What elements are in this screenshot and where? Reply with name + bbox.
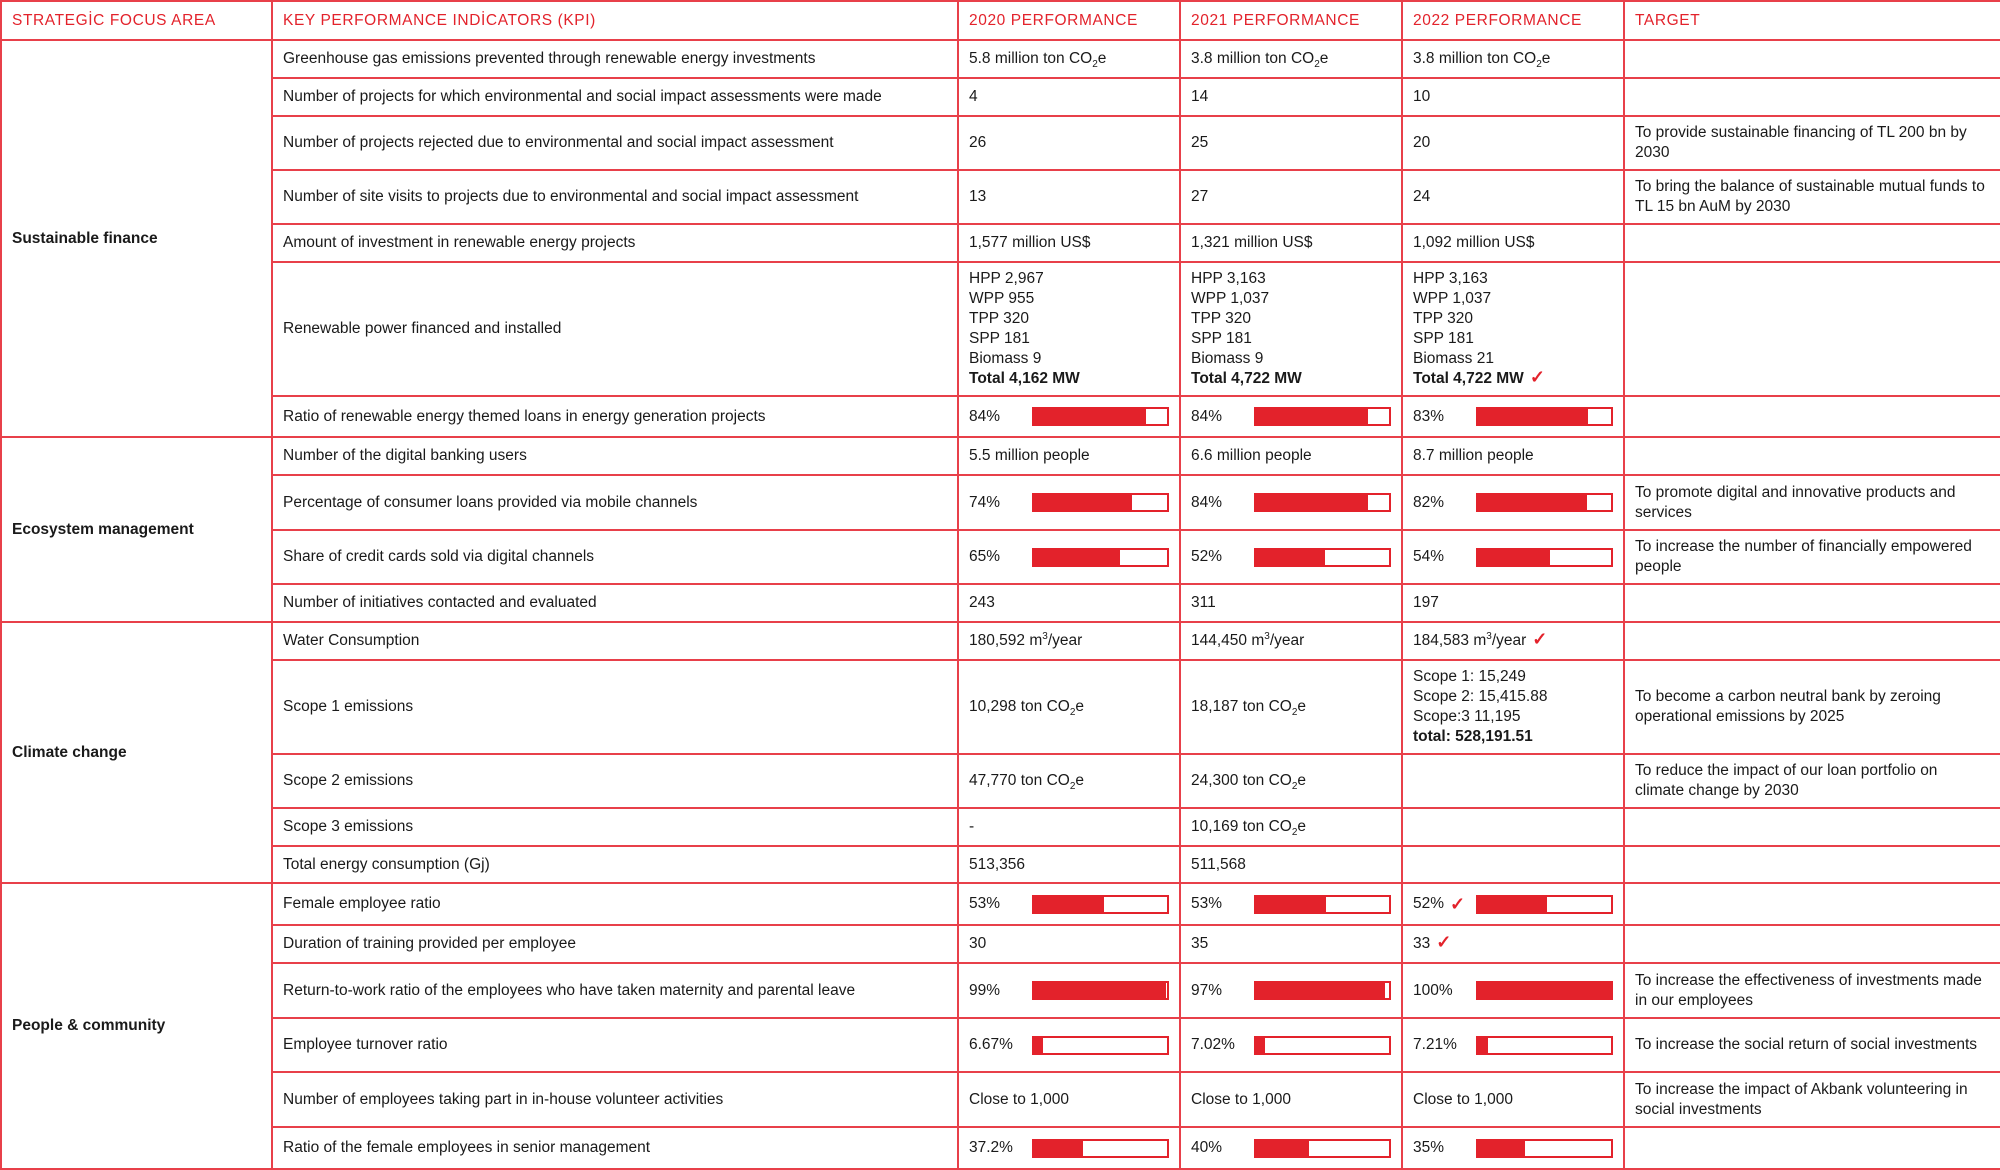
total-value: Total 4,162 MW <box>969 370 1080 387</box>
target-cell: To increase the effectiveness of investments made in our employees <box>1624 963 2000 1018</box>
target-cell: To increase the social return of social investments <box>1624 1018 2000 1072</box>
progress-bar <box>1032 493 1169 512</box>
target-cell: To increase the number of financially empowered people <box>1624 530 2000 584</box>
percent-value: 84% <box>1191 493 1223 511</box>
value-2020 <box>958 1018 1180 1072</box>
table-row <box>1 116 2000 170</box>
value-2020: 47,770 ton $CO_2e$ <box>958 754 1180 808</box>
table-row <box>1 170 2000 224</box>
value-2020: 13 <box>958 170 1180 224</box>
value-2020: 1,577 million US$ <box>958 224 1180 262</box>
progress-bar-fill <box>1256 495 1368 510</box>
value-2020: 5.8 million ton $CO_2e$ <box>958 40 1180 78</box>
kpi-label: Greenhouse gas emissions prevented through renewable energy investments <box>272 40 958 78</box>
list-item: TPP 320 <box>1191 310 1252 327</box>
value-2020: 513,356 <box>958 846 1180 883</box>
percent-value: 74% <box>969 493 1001 511</box>
progress-bar <box>1254 493 1391 512</box>
value-2021: 3.8 million ton $CO_2e$ <box>1180 40 1402 78</box>
progress-bar-fill <box>1256 1038 1265 1053</box>
value-2020 <box>958 475 1180 530</box>
table-row <box>1 475 2000 530</box>
progress-bar-fill <box>1478 1141 1525 1156</box>
value-2021: 6.6 million people <box>1180 437 1402 475</box>
progress-bar <box>1032 548 1169 567</box>
list-item: Scope 1: 15,249 <box>1413 668 1526 685</box>
value-2021: 144,450 $m^3$/year <box>1180 622 1402 660</box>
table-row <box>1 925 2000 963</box>
table-row <box>1 883 2000 925</box>
list-item: TPP 320 <box>1413 310 1474 327</box>
list-item: Biomass 9 <box>1191 350 1264 367</box>
list-item: WPP 1,037 <box>1191 290 1270 307</box>
list-item: Scope:3 11,195 <box>1413 708 1521 725</box>
value-2021: 10,169 ton $CO_2e$ <box>1180 808 1402 846</box>
kpi-label: Number of the digital banking users <box>272 437 958 475</box>
progress-bar-fill <box>1478 897 1547 912</box>
table-row <box>1 437 2000 475</box>
kpi-label: Number of projects for which environmental and social impact assessments were made <box>272 78 958 116</box>
percent-value: 6.67% <box>969 1036 1013 1053</box>
progress-bar <box>1254 407 1391 426</box>
progress-bar <box>1476 1036 1613 1055</box>
header-2021: 2021 PERFORMANCE <box>1180 1 1402 40</box>
target-cell <box>1624 883 2000 925</box>
percent-value: 53% <box>969 895 1001 912</box>
percent-value: 52% <box>1191 548 1223 565</box>
table-row <box>1 1127 2000 1169</box>
percent-value: 97% <box>1191 981 1223 999</box>
list-item: Scope 2: 15,415.88 <box>1413 688 1548 705</box>
value-2022 <box>1402 808 1624 846</box>
target-cell <box>1624 1127 2000 1169</box>
total-value: Total 4,722 MW <box>1413 370 1524 387</box>
target-cell: To promote digital and innovative products and services <box>1624 475 2000 530</box>
percent-value: 65% <box>969 548 1001 565</box>
value-2022: 197 <box>1402 584 1624 622</box>
value-2020: 10,298 ton $CO_2e$ <box>958 660 1180 754</box>
value-2022 <box>1402 963 1624 1018</box>
header-target: TARGET <box>1624 1 2000 40</box>
list-item: SPP 181 <box>969 330 1030 347</box>
value-2022 <box>1402 1018 1624 1072</box>
target-cell <box>1624 808 2000 846</box>
progress-bar <box>1254 1036 1391 1055</box>
percent-value: 84% <box>969 407 1001 425</box>
progress-bar <box>1476 548 1613 567</box>
value-2022: 184,583 $m^3$/year ✓ <box>1402 622 1624 660</box>
kpi-label: Percentage of consumer loans provided via mobile channels <box>272 475 958 530</box>
progress-bar-fill <box>1478 550 1550 565</box>
value-2021: 24,300 ton $CO_2e$ <box>1180 754 1402 808</box>
value-2022 <box>1402 530 1624 584</box>
progress-bar <box>1032 981 1169 1000</box>
progress-bar-fill <box>1478 495 1587 510</box>
progress-bar-fill <box>1256 983 1385 998</box>
value-2020: 243 <box>958 584 1180 622</box>
percent-value: 54% <box>1413 548 1445 565</box>
percent-value: 53% <box>1191 895 1223 912</box>
value-2021 <box>1180 262 1402 396</box>
table-row <box>1 224 2000 262</box>
value-2022 <box>1402 1127 1624 1169</box>
progress-bar <box>1476 407 1613 426</box>
target-cell: To reduce the impact of our loan portfolio on climate change by 2030 <box>1624 754 2000 808</box>
table-row <box>1 808 2000 846</box>
table-row <box>1 846 2000 883</box>
percent-value: 100% <box>1413 981 1453 999</box>
percent-value: 52% ✓ <box>1413 894 1466 914</box>
value-2022 <box>1402 396 1624 437</box>
target-cell <box>1624 437 2000 475</box>
value-2021 <box>1180 1127 1402 1169</box>
kpi-label: Number of initiatives contacted and evaluated <box>272 584 958 622</box>
percent-value: 82% <box>1413 493 1445 511</box>
value-2021: 18,187 ton $CO_2e$ <box>1180 660 1402 754</box>
table-row <box>1 530 2000 584</box>
focus-area-climate-change: Climate change <box>1 622 272 883</box>
percent-value: 37.2% <box>969 1139 1013 1156</box>
header-2020: 2020 PERFORMANCE <box>958 1 1180 40</box>
value-2022: 1,092 million US$ <box>1402 224 1624 262</box>
progress-bar-fill <box>1034 1038 1043 1053</box>
progress-bar <box>1032 1139 1169 1158</box>
value-2020: 26 <box>958 116 1180 170</box>
kpi-label: Number of site visits to projects due to environmental and social impact assessment <box>272 170 958 224</box>
table-row <box>1 78 2000 116</box>
list-item: Biomass 9 <box>969 350 1042 367</box>
list-item: WPP 955 <box>969 290 1035 307</box>
target-cell <box>1624 925 2000 963</box>
target-cell <box>1624 584 2000 622</box>
percent-value: 40% <box>1191 1139 1223 1156</box>
value-2021 <box>1180 530 1402 584</box>
table-row <box>1 963 2000 1018</box>
value-2020 <box>958 883 1180 925</box>
kpi-label: Number of projects rejected due to environmental and social impact assessment <box>272 116 958 170</box>
kpi-label: Total energy consumption (Gj) <box>272 846 958 883</box>
value-2022: Close to 1,000 <box>1402 1072 1624 1127</box>
progress-bar-fill <box>1478 983 1611 998</box>
kpi-label: Duration of training provided per employee <box>272 925 958 963</box>
value-2022 <box>1402 660 1624 754</box>
focus-area-ecosystem-management: Ecosystem management <box>1 437 272 622</box>
table-row <box>1 262 2000 396</box>
list-item: SPP 181 <box>1191 330 1252 347</box>
progress-bar <box>1476 981 1613 1000</box>
table-row <box>1 584 2000 622</box>
value-2022 <box>1402 754 1624 808</box>
value-2021 <box>1180 963 1402 1018</box>
progress-bar-fill <box>1256 409 1368 424</box>
value-2021 <box>1180 475 1402 530</box>
progress-bar <box>1254 1139 1391 1158</box>
progress-bar-fill <box>1256 897 1326 912</box>
value-2022: 33 ✓ <box>1402 925 1624 963</box>
progress-bar-fill <box>1256 1141 1309 1156</box>
percent-value: 84% <box>1191 407 1223 425</box>
value-2021: 14 <box>1180 78 1402 116</box>
progress-bar <box>1476 895 1613 914</box>
kpi-label: Number of employees taking part in in-house volunteer activities <box>272 1072 958 1127</box>
value-2021: 25 <box>1180 116 1402 170</box>
value-2021: Close to 1,000 <box>1180 1072 1402 1127</box>
kpi-label: Amount of investment in renewable energy projects <box>272 224 958 262</box>
kpi-label: Share of credit cards sold via digital channels <box>272 530 958 584</box>
percent-value: 83% <box>1413 407 1445 425</box>
value-2020: 30 <box>958 925 1180 963</box>
progress-bar-fill <box>1034 983 1166 998</box>
list-item: HPP 2,967 <box>969 270 1044 287</box>
table-row <box>1 1072 2000 1127</box>
percent-value: 99% <box>969 981 1001 999</box>
value-2021: 511,568 <box>1180 846 1402 883</box>
table-row <box>1 396 2000 437</box>
header-2022: 2022 PERFORMANCE <box>1402 1 1624 40</box>
progress-bar <box>1032 407 1169 426</box>
progress-bar-fill <box>1478 1038 1488 1053</box>
target-cell: To increase the impact of Akbank volunteering in social investments <box>1624 1072 2000 1127</box>
kpi-label: Female employee ratio <box>272 883 958 925</box>
value-2021 <box>1180 883 1402 925</box>
value-2020: Close to 1,000 <box>958 1072 1180 1127</box>
percent-value: 7.02% <box>1191 1036 1235 1053</box>
value-2021: 27 <box>1180 170 1402 224</box>
kpi-label: Scope 1 emissions <box>272 660 958 754</box>
kpi-label: Return-to-work ratio of the employees who have taken maternity and parental leave <box>272 963 958 1018</box>
target-cell <box>1624 224 2000 262</box>
progress-bar <box>1254 981 1391 1000</box>
value-2020: 4 <box>958 78 1180 116</box>
kpi-label: Scope 2 emissions <box>272 754 958 808</box>
progress-bar <box>1032 1036 1169 1055</box>
list-item: HPP 3,163 <box>1191 270 1266 287</box>
value-2020 <box>958 530 1180 584</box>
value-2022: 3.8 million ton $CO_2e$ <box>1402 40 1624 78</box>
value-2022 <box>1402 475 1624 530</box>
value-2021: 311 <box>1180 584 1402 622</box>
progress-bar <box>1254 548 1391 567</box>
target-cell: To become a carbon neutral bank by zeroing operational emissions by 2025 <box>1624 660 2000 754</box>
value-2022: 20 <box>1402 116 1624 170</box>
table-row <box>1 754 2000 808</box>
value-2022 <box>1402 883 1624 925</box>
table-row <box>1 622 2000 660</box>
progress-bar <box>1032 895 1169 914</box>
progress-bar-fill <box>1034 1141 1083 1156</box>
list-item: Biomass 21 <box>1413 350 1494 367</box>
value-2021 <box>1180 396 1402 437</box>
value-2020: 180,592 $m^3$/year <box>958 622 1180 660</box>
target-cell <box>1624 622 2000 660</box>
value-2020: - <box>958 808 1180 846</box>
progress-bar <box>1476 1139 1613 1158</box>
kpi-label: Ratio of renewable energy themed loans in energy generation projects <box>272 396 958 437</box>
value-2020: 5.5 million people <box>958 437 1180 475</box>
value-2021: 1,321 million US$ <box>1180 224 1402 262</box>
value-2021: 35 <box>1180 925 1402 963</box>
progress-bar-fill <box>1034 409 1146 424</box>
value-2022: 8.7 million people <box>1402 437 1624 475</box>
value-2020 <box>958 963 1180 1018</box>
kpi-label: Scope 3 emissions <box>272 808 958 846</box>
percent-value: 7.21% <box>1413 1036 1457 1053</box>
kpi-label: Employee turnover ratio <box>272 1018 958 1072</box>
list-item: SPP 181 <box>1413 330 1474 347</box>
kpi-label: Ratio of the female employees in senior management <box>272 1127 958 1169</box>
target-cell <box>1624 40 2000 78</box>
progress-bar-fill <box>1034 495 1132 510</box>
list-item: TPP 320 <box>969 310 1030 327</box>
value-2022 <box>1402 846 1624 883</box>
progress-bar-fill <box>1256 550 1325 565</box>
check-icon: ✓ <box>1529 367 1545 387</box>
value-2022: 24 <box>1402 170 1624 224</box>
total-value: total: 528,191.51 <box>1413 728 1533 745</box>
value-2020 <box>958 262 1180 396</box>
check-icon: ✓ <box>1532 629 1548 649</box>
value-2021 <box>1180 1018 1402 1072</box>
table-row <box>1 660 2000 754</box>
value-2022 <box>1402 262 1624 396</box>
percent-value: 35% <box>1413 1139 1445 1156</box>
target-cell: To bring the balance of sustainable mutual funds to TL 15 bn AuM by 2030 <box>1624 170 2000 224</box>
value-2022: 10 <box>1402 78 1624 116</box>
target-cell: To provide sustainable financing of TL 200 bn by 2030 <box>1624 116 2000 170</box>
list-item: HPP 3,163 <box>1413 270 1488 287</box>
progress-bar-fill <box>1034 897 1104 912</box>
list-item: WPP 1,037 <box>1413 290 1492 307</box>
header-area: STRATEGİC FOCUS AREA <box>1 1 272 40</box>
table-row <box>1 1018 2000 1072</box>
target-cell <box>1624 262 2000 396</box>
total-value: Total 4,722 MW <box>1191 370 1302 387</box>
kpi-label: Renewable power financed and installed <box>272 262 958 396</box>
value-2020 <box>958 1127 1180 1169</box>
progress-bar <box>1476 493 1613 512</box>
header-kpi: KEY PERFORMANCE INDİCATORS (KPI) <box>272 1 958 40</box>
kpi-label: Water Consumption <box>272 622 958 660</box>
check-icon: ✓ <box>1450 894 1466 914</box>
target-cell <box>1624 396 2000 437</box>
table-row <box>1 40 2000 78</box>
focus-area-sustainable-finance: Sustainable finance <box>1 40 272 437</box>
target-cell <box>1624 846 2000 883</box>
focus-area-people-community: People & community <box>1 883 272 1169</box>
check-icon: ✓ <box>1436 932 1452 952</box>
progress-bar-fill <box>1478 409 1588 424</box>
value-2020 <box>958 396 1180 437</box>
progress-bar <box>1254 895 1391 914</box>
progress-bar-fill <box>1034 550 1120 565</box>
target-cell <box>1624 78 2000 116</box>
header-row <box>1 1 2000 40</box>
